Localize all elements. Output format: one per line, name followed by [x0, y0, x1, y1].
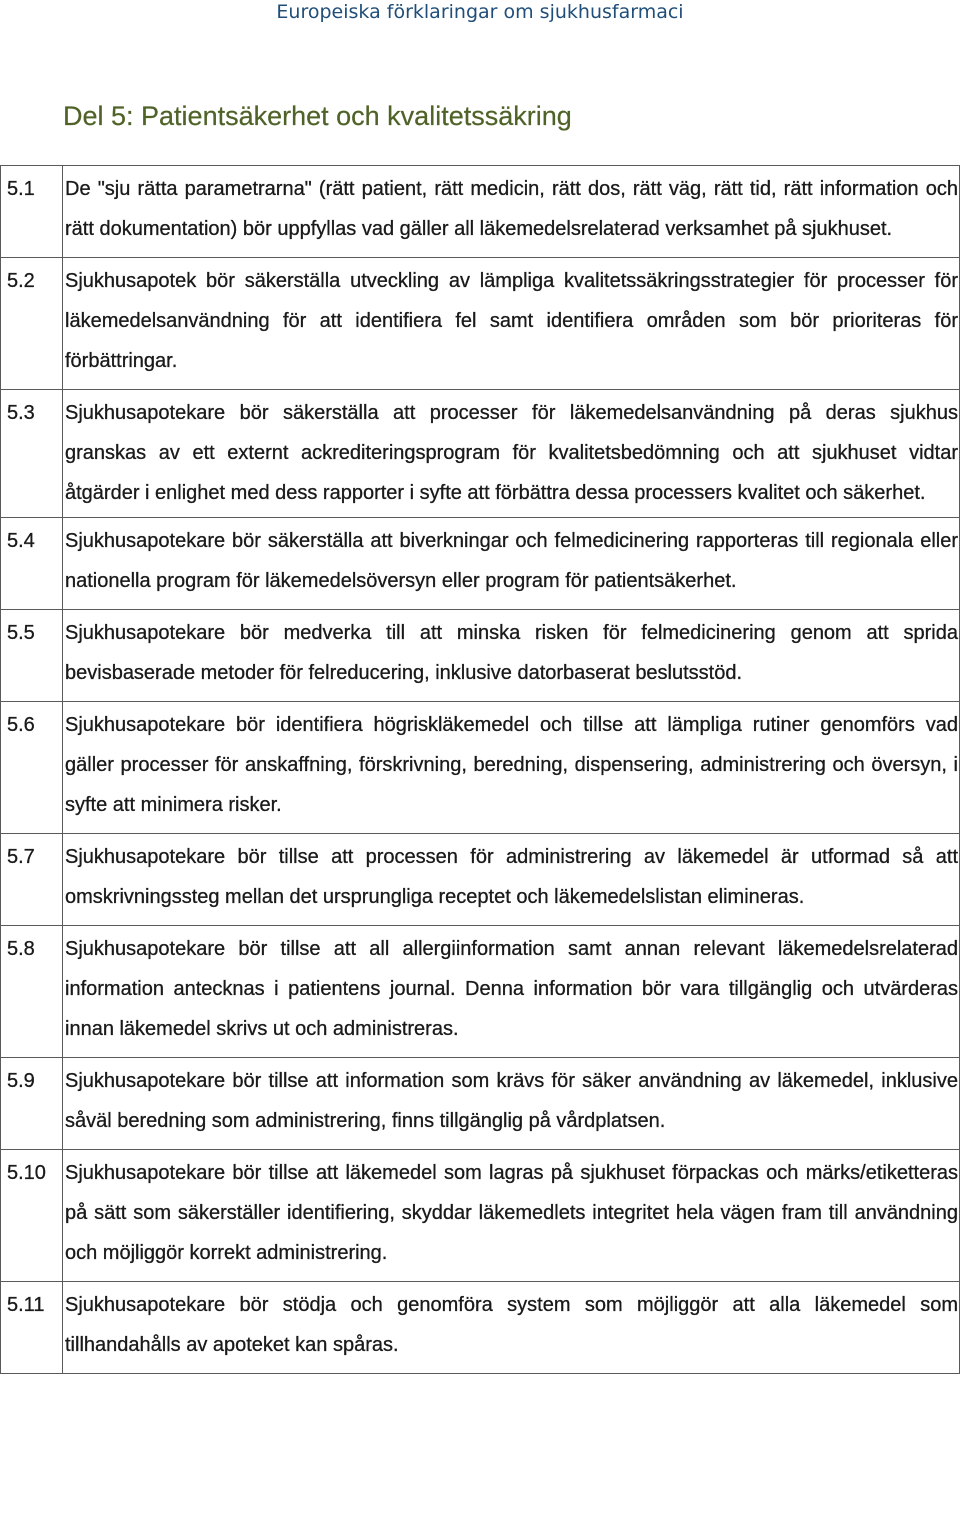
recommendation-text: Sjukhusapotekare bör tillse att läkemedel som lagras på sjukhuset förpackas och märks/etiketteras på sätt som säkerställer identifiering, skyddar läkemedlets integritet hela vägen fram till användning och möjliggör korrekt administrering. — [63, 1150, 960, 1282]
recommendation-text: Sjukhusapotekare bör säkerställa att processer för läkemedelsanvändning på deras sjukhus granskas av ett externt ackrediteringsprogram för kvalitetsbedömning och att sjukhuset vidtar åtgärder i enlighet med dess rapporter i syfte att förbättra dessa processers kvalitet och säkerhet. — [63, 390, 960, 518]
recommendation-number: 5.10 — [1, 1150, 63, 1282]
document-title: Europeiska förklaringar om sjukhusfarmaci — [276, 1, 684, 23]
recommendation-number: 5.11 — [1, 1282, 63, 1374]
section-heading: Del 5: Patientsäkerhet och kvalitetssäkring — [63, 101, 572, 131]
page-header — [0, 0, 960, 28]
recommendation-text: Sjukhusapotek bör säkerställa utveckling av lämpliga kvalitetssäkringsstrategier för processer för läkemedelsanvändning för att identifiera fel samt identifiera områden som bör prioriteras för förbättringar. — [63, 258, 960, 390]
table-row — [1, 834, 960, 926]
recommendation-number: 5.9 — [1, 1058, 63, 1150]
recommendation-number: 5.8 — [1, 926, 63, 1058]
recommendation-number: 5.5 — [1, 610, 63, 702]
recommendation-text: Sjukhusapotekare bör stödja och genomföra system som möjliggör att alla läkemedel som tillhandahålls av apoteket kan spåras. — [63, 1282, 960, 1374]
table-row — [1, 258, 960, 390]
recommendation-number: 5.3 — [1, 390, 63, 518]
table-row — [1, 1058, 960, 1150]
recommendation-text: De "sju rätta parametrarna" (rätt patient, rätt medicin, rätt dos, rätt väg, rätt tid, rätt information och rätt dokumentation) bör uppfyllas vad gäller all läkemedelsrelaterad verksamhet på sjukhuset. — [63, 166, 960, 258]
table-row — [1, 518, 960, 610]
recommendation-number: 5.6 — [1, 702, 63, 834]
recommendation-text: Sjukhusapotekare bör tillse att all allergiinformation samt annan relevant läkemedelsrelaterad information antecknas i patientens journal. Denna information bör vara tillgänglig och utvärderas innan läkemedel skrivs ut och administreras. — [63, 926, 960, 1058]
recommendation-text: Sjukhusapotekare bör tillse att information som krävs för säker användning av läkemedel, inklusive såväl beredning som administrering, finns tillgänglig på vårdplatsen. — [63, 1058, 960, 1150]
recommendation-text: Sjukhusapotekare bör identifiera högriskläkemedel och tillse att lämpliga rutiner genomförs vad gäller processer för anskaffning, förskrivning, beredning, dispensering, administrering och översyn, i syfte att minimera risker. — [63, 702, 960, 834]
recommendations-table — [0, 165, 960, 1374]
recommendation-number: 5.4 — [1, 518, 63, 610]
table-row — [1, 610, 960, 702]
recommendation-text: Sjukhusapotekare bör säkerställa att biverkningar och felmedicinering rapporteras till regionala eller nationella program för läkemedelsöversyn eller program för patientsäkerhet. — [63, 518, 960, 610]
table-row — [1, 390, 960, 518]
recommendation-number: 5.1 — [1, 166, 63, 258]
table-row — [1, 926, 960, 1058]
table-row — [1, 1282, 960, 1374]
recommendation-number: 5.7 — [1, 834, 63, 926]
table-row — [1, 166, 960, 258]
recommendation-number: 5.2 — [1, 258, 63, 390]
table-row — [1, 1150, 960, 1282]
table-row — [1, 702, 960, 834]
recommendation-text: Sjukhusapotekare bör medverka till att minska risken för felmedicinering genom att sprida bevisbaserade metoder för felreducering, inklusive datorbaserat beslutsstöd. — [63, 610, 960, 702]
recommendation-text: Sjukhusapotekare bör tillse att processen för administrering av läkemedel är utformad så att omskrivningssteg mellan det ursprungliga receptet och läkemedelslistan elimineras. — [63, 834, 960, 926]
